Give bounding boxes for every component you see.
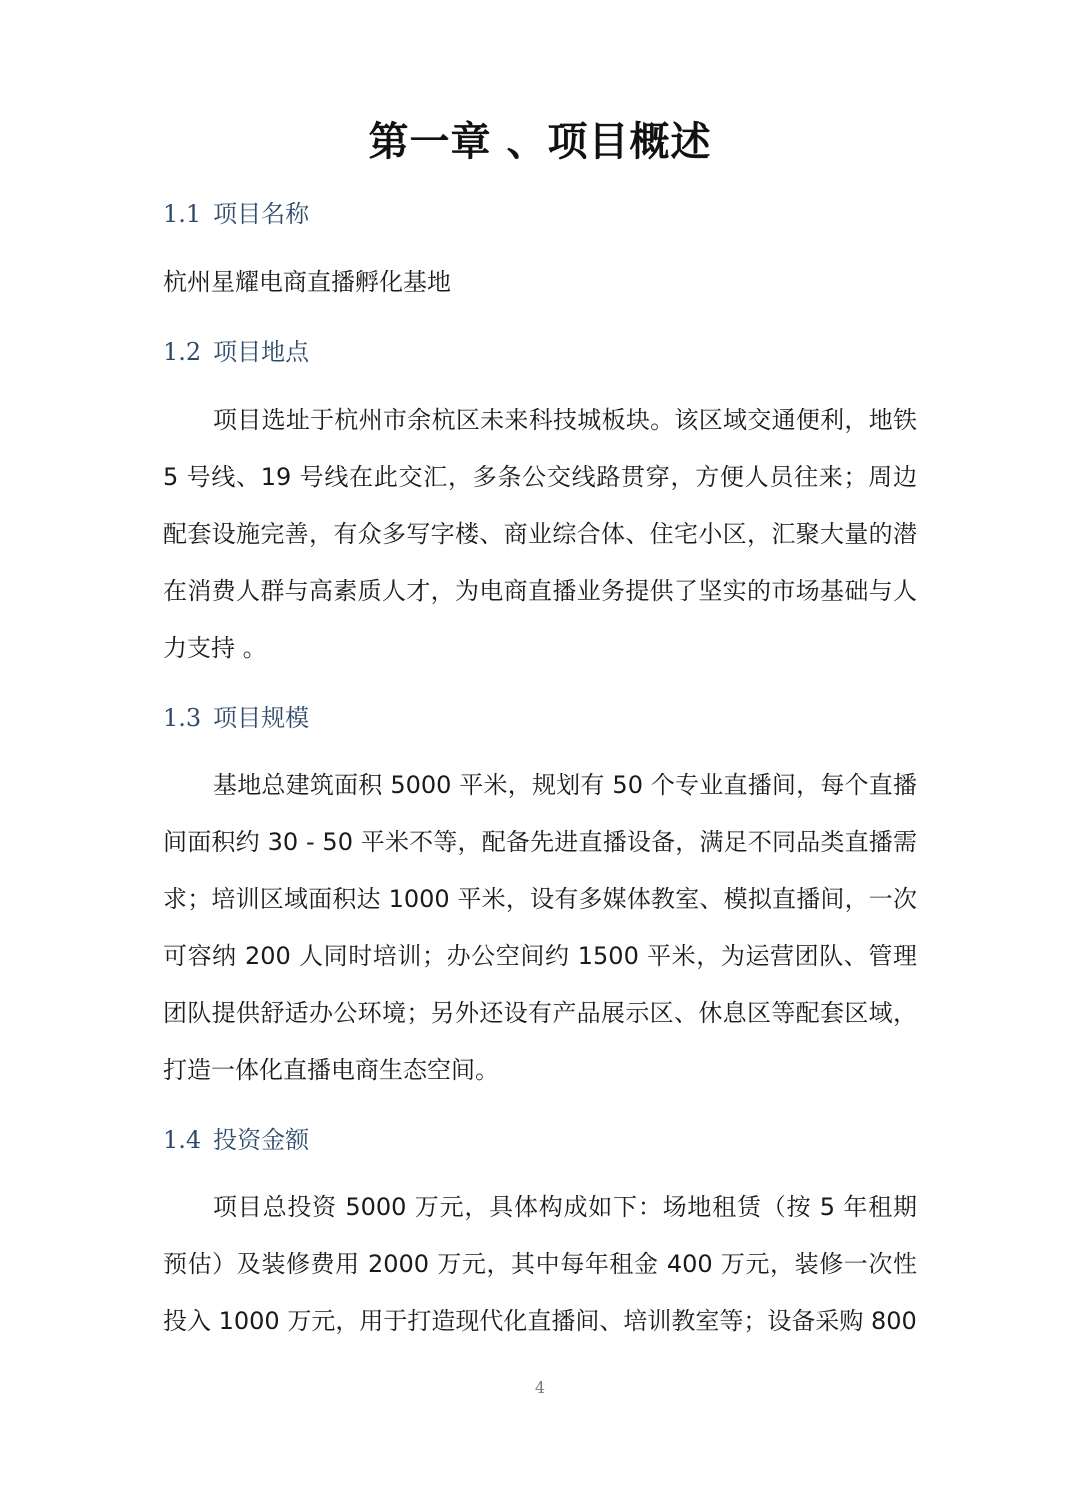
investment-amount-paragraph: 项目总投资 5000 万元，具体构成如下：场地租赁（按 5 年租期预估）及装修费用 2000 万元，其中每年租金 400 万元，装修一次性投入 1000 万元，用于打造现代化直播间、培训教室等；设备采购 800 — [163, 1193, 917, 1335]
section-number: 1.2 — [163, 338, 202, 366]
page-number: 4 — [534, 1378, 546, 1397]
section-number: 1.1 — [163, 200, 202, 228]
project-location-paragraph: 项目选址于杭州市余杭区未来科技城板块。该区域交通便利，地铁 5 号线、19 号线在此交汇，多条公交线路贯穿，方便人员往来；周边配套设施完善，有众多写字楼、商业综合体、住宅小区，汇聚大量的潜在消费人群与高素质人才，为电商直播业务提供了坚实的市场基础与人力支持 。 — [163, 406, 917, 662]
section-number: 1.4 — [163, 1126, 202, 1154]
section-title: 项目地点 — [213, 338, 310, 366]
chapter-title: 第一章 、项目概述 — [368, 119, 712, 165]
section-title: 投资金额 — [213, 1126, 310, 1154]
section-heading-1-4 — [163, 1123, 309, 1157]
section-heading-1-1 — [163, 197, 309, 231]
section-heading-1-3 — [163, 701, 309, 735]
section-number: 1.3 — [163, 704, 202, 732]
project-scale-paragraph: 基地总建筑面积 5000 平米，规划有 50 个专业直播间，每个直播间面积约 30 - 50 平米不等，配备先进直播设备，满足不同品类直播需求；培训区域面积达 1000 平米，设有多媒体教室、模拟直播间，一次可容纳 200 人同时培训；办公空间约 1500 平米，为运营团队、管理团队提供舒适办公环境；另外还设有产品展示区、休息区等配套区域，打造一体化直播电商生态空间。 — [163, 771, 917, 1084]
section-heading-1-2 — [163, 335, 309, 369]
section-title: 项目名称 — [213, 200, 310, 228]
project-name-text: 杭州星耀电商直播孵化基地 — [163, 268, 451, 296]
section-title: 项目规模 — [213, 704, 310, 732]
